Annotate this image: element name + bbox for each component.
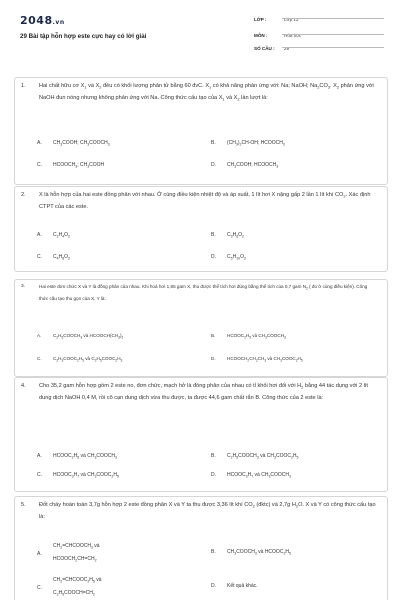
question-card <box>14 279 388 377</box>
meta-label: MÔN : <box>254 33 268 38</box>
option-d[interactable]: D. Kết quả khác. <box>211 583 258 589</box>
option-b[interactable]: B. $C_2H_5COOCH_3$ và $CH_3COOC_2H_5$ <box>211 453 299 460</box>
document-header <box>0 0 400 62</box>
option-a[interactable]: A. $CH_3COOH$; $CH_3COOCH_3$ <box>37 140 110 147</box>
question-text: Đốt cháy hoàn toàn 3,7g hỗn hợp 2 este đồng phân X và Y ta thu được 3,36 lít khí $CO_2$ (đktc) và 2,7g $H_2O$. X và Y có công thức cấu tạo là: <box>39 502 376 520</box>
question-card <box>14 77 388 185</box>
meta-label: LỚP : <box>254 17 267 22</box>
document-title: 29 Bài tập hỗn hợp este cực hay có lời giải <box>20 33 147 40</box>
option-c[interactable]: C. $HCOOC_3H_7$ và $CH_3COOC_2H_5$ <box>37 472 119 479</box>
meta-value: Lớp 12 <box>284 17 299 22</box>
question-text: X là hỗn hợp của hai este đồng phân với nhau. Ở cùng điều kiện nhiệt độ và áp suất, 1 lít hơi X nặng gấp 2 lần 1 lít khí $CO_2$. Xác định CTPT của các este. <box>39 192 371 210</box>
meta-value: 29 <box>284 46 290 51</box>
option-a[interactable]: A. $C_2H_5COOCH_3$ và $HCOOCH(CH_3)_2$ <box>37 333 124 340</box>
question-number: 1. <box>21 83 26 89</box>
option-c[interactable]: C. $C_2H_3COOC_2H_5$ và $C_2H_5COOC_2H_3$ <box>37 356 123 363</box>
question-number: 4. <box>21 383 26 389</box>
option-b[interactable]: B. $(CH_3)_2CH-OH$; $HCOOCH_3$ <box>211 140 285 147</box>
question-number: 2. <box>21 192 26 198</box>
option-d[interactable]: D. $HCOOCH_2CH_2CH_3$ và $CH_3COOC_2H_5$ <box>211 356 303 363</box>
question-card <box>14 186 388 272</box>
option-b[interactable]: B. $HCOOC_2H_5$ và $CH_3COOCH_3$ <box>211 333 286 340</box>
question-text: Hai este đơn chức X và Y là đồng phân của nhau. Khi hoá hơi 1,85 gam X, thu được thể tích hơi đúng bằng thể tích của 0,7 gam $N_2$ ( đo ở cùng điều kiện). Công thức cấu tạo thu gọn của X, Y là: <box>39 284 368 301</box>
option-a[interactable]: A. $C_2H_4O_2$ <box>37 232 70 239</box>
question-card <box>14 496 388 600</box>
question-number: 5. <box>21 502 26 508</box>
option-a[interactable]: $A.CH_2=CHCOOCH_3$ và $HCOOCH_2CH=CH_2$ <box>37 543 100 562</box>
question-number: 3. <box>21 284 26 289</box>
option-c[interactable]: C. $HCOOCH_3$; $CH_3COOH$ <box>37 162 105 169</box>
option-d[interactable]: D. $HCOOC_3H_7$ và $CH_3COOCH_3$ <box>211 472 291 479</box>
option-d[interactable]: D. $CH_3COOH$; $HCOOCH_3$ <box>211 162 279 169</box>
option-b[interactable]: B. $C_3H_6O_2$ <box>211 232 244 239</box>
option-d[interactable]: D. $C_5H_{10}O_2$ <box>211 254 246 261</box>
question-text: Hai chất hữu cơ $X_1$ và $X_2$ đều có khối lượng phân tử bằng 60 đvC. $X_1$ có khả năng phản ứng với: Na; NaOH; $Na_2CO_3$. $X_2$ phản ứng với NaOH đun nóng nhưng không phản ứng với Na. Công thức cấu tạo của $X_1$ và $X_2$ lần lượt là: <box>39 83 374 102</box>
question-text: Cho 35,2 gam hỗn hợp gồm 2 este no, đơn chức, mạch hở là đồng phân của nhau có tỉ khối hơi đối với $H_2$ bằng 44 tác dụng với 2 lít dung dịch NaOH 0,4 M, rồi cô cạn dung dịch vừa thu được, ta được 44,6 gam chất rắn B. Công thức của 2 este là: <box>39 383 368 401</box>
meta-label: SỐ CÂU : <box>254 46 275 51</box>
question-card <box>14 377 388 492</box>
option-c[interactable]: $C.CH_2=CHCOOC_2H_5$ và $C_2H_5COOCH=CH_2$ <box>37 577 102 596</box>
site-logo[interactable]: 2048.vn <box>20 14 65 27</box>
option-c[interactable]: C. $C_4H_8O_2$ <box>37 254 70 261</box>
meta-value: Hóa học <box>284 33 302 38</box>
option-b[interactable]: B. $CH_3COOCH_3$ và $HCOOC_2H_5$ <box>211 549 291 556</box>
option-a[interactable]: A. $HCOOC_2H_5$ và $CH_3COOCH_3$ <box>37 453 117 460</box>
